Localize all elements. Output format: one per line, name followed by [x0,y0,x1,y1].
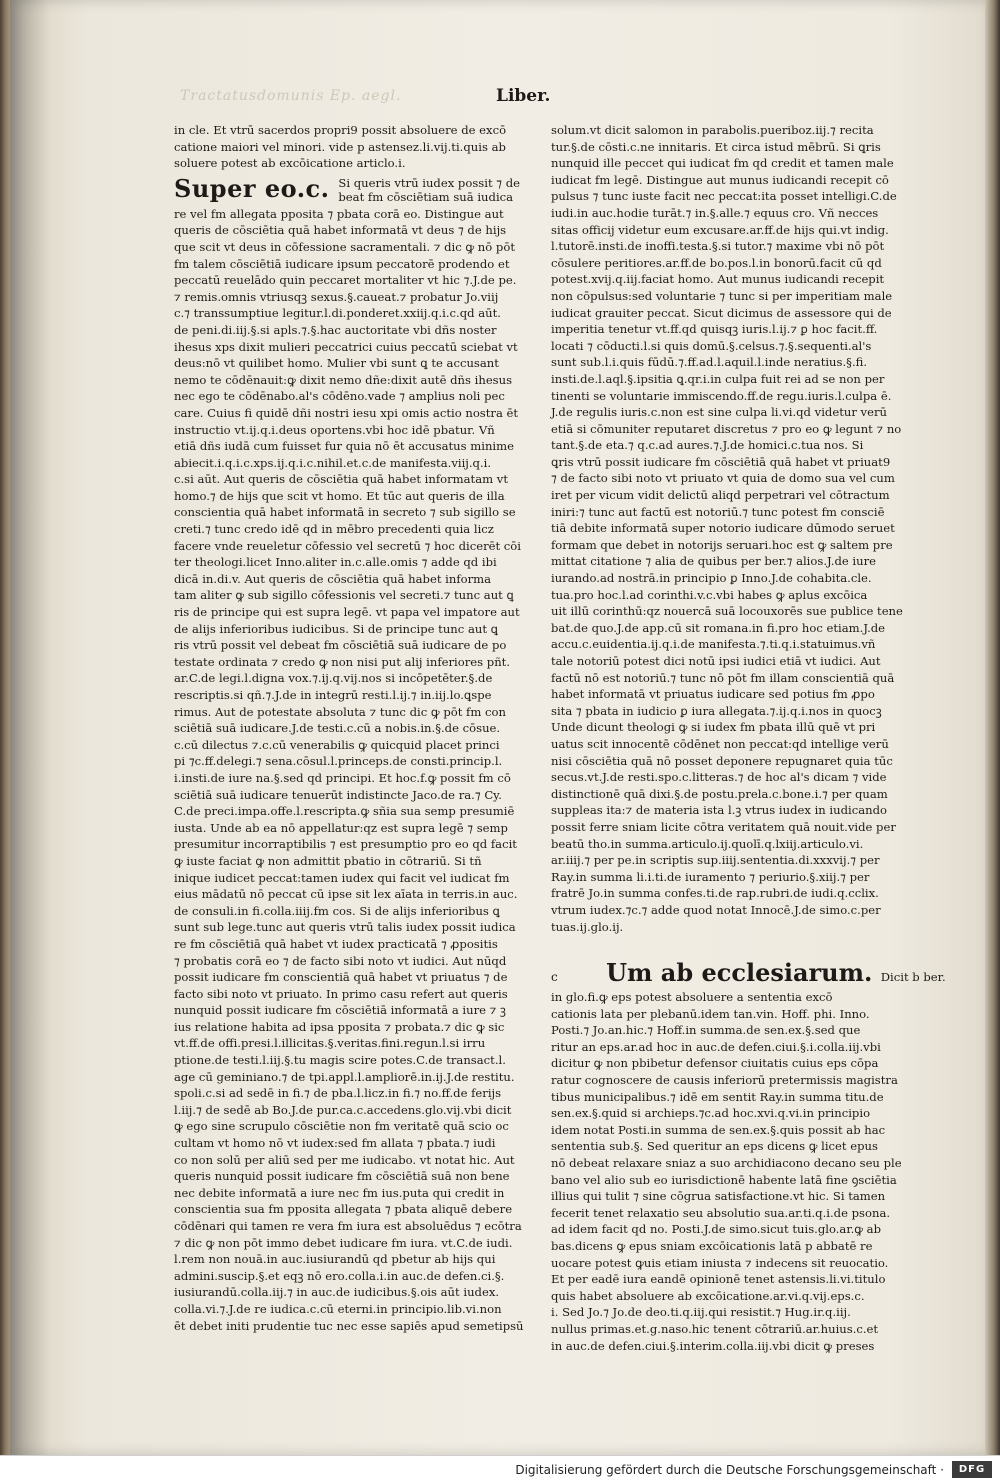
text-line: ritur an eps.ar.ad hoc in auc.de defen.ciui.§.i.colla.iij.vbi [551,1039,881,1054]
text-line: fratrē Jo.in summa confes.ti.de rap.rubri.de iudi.q.cclix. [551,886,879,901]
text-line: Ray.in summa li.i.ti.de iuramento ⁊ periurio.§.xiij.⁊ per [551,869,870,884]
text-line: cultam vt homo nō vt iudex:sed fm allata ⁊ pbata.⁊ iudi [174,1136,496,1151]
book-right-edge [985,0,1000,1455]
text-line: sunt sub.l.i.quis fūdū.⁊.ff.ad.l.aquil.l.inde neratius.§.fi. [551,355,868,370]
text-line: formam que debet in notorijs seruari.hoc est ꝙ saltem pre [551,537,893,552]
text-line: etiā dñs iudā cum fuisset fur quia nō ēt accusatus minime [174,439,514,454]
text-line: in glo.fi.ꝙ eps potest absoluere a sententia excō [551,990,833,1005]
text-line: tuas.ij.glo.ij. [551,919,624,934]
text-line: tant.§.de eta.⁊ q.c.ad aures.⁊.J.de homici.c.tua nos. Si [551,438,864,453]
text-line: iusiurandū.colla.iij.⁊ in auc.de iudicibus.§.ois aūt iudex. [174,1285,500,1300]
text-line: illius qui tulit ⁊ sine cōgrua satisfactione.vt hic. Si tamen [551,1189,886,1204]
text-line: testate ordinata ⁊ credo ꝙ non nisi put alij inferiores pñt. [174,654,511,669]
text-line: iudi.in auc.hodie turāt.⁊ in.§.alle.⁊ equus cro. Vñ necces [551,205,879,220]
text-line: potest.xvij.q.iij.faciat homo. Aut munus iudicandi recepit [551,272,885,287]
gutter-shadow [10,0,50,1455]
right-column [551,122,946,1353]
text-line: iudicat grauiter peccat. Sicut dicimus de assessore qui de [551,305,892,320]
text-line: co non solū per aliū sed per me iudicabo. vt notat hic. Aut [174,1152,515,1167]
text-line: inique iudicet peccat:tamen iudex qui facit vel iudicat fm [174,870,510,885]
text-line: sita ⁊ pbata in iudicio ꝑ iura allegata.⁊.ij.q.i.nos in quocꝫ [551,703,882,718]
text-line: pi ⁊c.ff.delegi.⁊ sena.cōsul.l.princeps.de consti.princip.l. [174,754,503,769]
text-line: iret per vicum vidit delictū aliqd perpetrari vel cōtractum [551,488,890,503]
incipit-word: Super eo.c. [174,173,330,203]
text-line: ar.C.de legi.l.digna vox.⁊.ij.q.vij.nos si incōpetēter.§.de [174,671,493,686]
text-line: sitas officij videtur eum excusare.ar.ff.de hijs qui.vt indig. [551,222,889,237]
text-line: nō debeat relaxare sniaz a suo archidiacono decano seu ple [551,1156,902,1171]
text-line: ihesus xps dixit mulieri peccatrici cuius peccatū sciebat vt [174,339,518,354]
text-line: homo.⁊ de hijs que scit vt homo. Et tūc aut queris de illa [174,488,505,503]
left-column [174,122,524,1333]
text-line: cōdēnari qui tamen re vera fm iura est absoluēdus ⁊ ecōtra [174,1219,522,1233]
text-line: c.⁊ transsumptiue legitur.l.di.ponderet.xxiij.q.i.c.qd aūt. [174,306,501,321]
text-line: colla.vi.⁊.J.de re iudica.c.cū eterni.in principio.lib.vi.non [174,1301,502,1316]
text-line: facto sibi noto vt priuato. In primo casu refert aut queris [174,986,508,1001]
text-line: queris de cōsciētia quā habet informatā vt deus ⁊ de hijs [174,223,507,238]
text-line: ris vtrū possit vel debeat fm cōsciētiā suā iudicare de po [174,638,507,653]
text-line: pulsus ⁊ tunc iuste facit nec peccat:ita posset intelligi.C.de [551,189,897,204]
text-line: tam aliter ꝙ sub sigillo cōfessionis vel secreti.⁊ tunc aut ꝗ [174,588,514,603]
text-line: ꝙ ego sine scrupulo cōsciētie non fm veritatē quā scio oc [174,1119,509,1134]
right-body-after [551,989,902,1354]
text-line: factū nō est notoriū.⁊ tunc nō pōt fm illam conscientiā quā [551,670,895,685]
text-line: dicitur ꝙ non pbibetur defensor ciuitatis cuius eps cōpa [551,1056,879,1071]
text-line: uit illū corinthū:qz nouercā suā locouxorēs sue publice tene [551,604,903,619]
text-line: age cū geminiano.⁊ de tpi.appl.l.ampliorē.in.ij.J.de restitu. [174,1069,515,1084]
text-line: non cōpulsus:sed voluntarie ⁊ tunc si per imperitiam male [551,288,893,303]
text-line: ⁊ probatis corā eo ⁊ de facto sibi noto vt iudici. Aut nūqd [174,953,507,968]
left-intro [174,122,507,172]
text-line: iurando.ad nostrā.in principio ꝑ Inno.J.de cohabita.cle. [551,571,872,586]
running-head: Liber. [496,86,551,106]
incipit-rest-1: Si queris vtrū iudex possit ⁊ de [338,176,521,191]
text-line: insti.de.l.aql.§.ipsitia ꝗ.qr.i.in culpa fuit rei ad se non per [551,371,885,386]
text-line: vtrum iudex.⁊c.⁊ adde quod notat Innocē.J.de simo.c.per [551,902,881,917]
text-line: sen.ex.§.quid si archieps.⁊c.ad hoc.xvi.q.vi.in principio [551,1106,871,1121]
text-line: bano vel alio sub eo iurisdictionē habente latā fine ꝯsciētia [551,1172,897,1187]
text-line: que scit vt deus in cōfessione sacramentali. ⁊ dic ꝙ nō pōt [174,239,515,254]
text-line: peccatū reuelādo quin peccaret mortaliter vt hic ⁊.J.de pe. [174,273,517,288]
section-heading [551,957,946,989]
text-line: i.insti.de iure na.§.sed qd principi. Et hoc.f.ꝙ possit fm cō [174,770,511,785]
incipit-rest-2: beat fm cōsciētiam suā iudica [338,190,514,205]
text-line: eius mādatū nō peccat cū ipse sit lex aīata in terris.in auc. [174,887,518,902]
text-line: c.cū dilectus ⁊.c.cū venerabilis ꝙ quicquid placet princi [174,737,500,752]
text-line: tua.pro hoc.l.ad corinthi.v.c.vbi habes ꝙ aplus excōica [551,587,868,602]
text-line: ar.iiij.⁊ per pe.in scriptis sup.iiij.sententia.di.xxxvij.⁊ per [551,853,880,868]
text-line: J.de regulis iuris.c.non est sine culpa li.vi.qd videtur verū [551,405,887,420]
dfg-logo: DFG [952,1461,992,1478]
text-line: l.rem non nouā.in auc.iusiurandū qd pbetur ab hijs qui [174,1252,496,1267]
text-line: re vel fm allegata pposita ⁊ pbata corā eo. Distingue aut [174,206,504,221]
text-line: ⁊ remis.omnis vtriusqꝫ sexus.§.caueat.⁊ probatur Jo.viij [174,289,499,304]
text-line: spoli.c.si ad sedē in fi.⁊ de pba.l.licz.in fi.⁊ no.ff.de ferijs [174,1086,502,1101]
text-line: iniri:⁊ tunc aut factū est notoriū.⁊ tunc potest fm consciē [551,504,885,519]
text-line: idem notat Posti.in summa de sen.ex.§.quis possit ab hac [551,1122,886,1137]
text-line: care. Cuius fi quidē dñi nostri iesu xpi omis actio nostra ēt [174,405,519,420]
text-line: admini.suscip.§.et eqꝫ nō ero.colla.i.in auc.de defen.ci.§. [174,1268,505,1283]
incipit-rest [338,176,520,204]
text-line: solum.vt dicit salomon in parabolis.pueriboz.iij.⁊ recita [551,123,874,137]
text-line: abiecit.i.q.i.c.xps.ij.q.i.c.nihil.et.c.de manifesta.viij.q.i. [174,455,492,470]
text-line: in cle. Et vtrū sacerdos propri9 possit absoluere de excō [174,123,507,137]
text-line: vt.ff.de offi.presi.l.illicitas.§.veritas.fini.regun.l.si irru [174,1036,486,1051]
text-line: soluere potest ab excōicatione articlo.i. [174,156,406,171]
text-line: re fm cōsciētiā quā habet vt iudex practicatā ⁊ ꝓpositis [174,936,498,951]
text-line: de alijs inferioribus iudicibus. Si de principe tunc aut ꝗ [174,621,499,636]
text-line: tur.§.de cōsti.c.ne innitaris. Et circa istud mēbrū. Si ꝗris [551,139,881,154]
text-line: iudicat fm legē. Distingue aut munus iudicandi recepit cō [551,172,889,187]
text-line: l.tutorē.insti.de inoffi.testa.§.si tutor.⁊ maxime vbi nō pōt [551,239,885,254]
text-line: quis habet absoluere ab excōicatione.ar.vi.q.vij.eps.c. [551,1288,865,1303]
text-line: habet informatā vt priuatus iudicare sed potius fm ꝓpo [551,687,875,702]
text-line: iusta. Unde ab ea nō appellatur:qz est supra legē ⁊ semp [174,820,508,835]
text-line: ⁊ de facto sibi noto vt priuato vt quia de domo sua vel cum [551,471,895,486]
text-line: tiā debite informatā super notorio iudicare dūmodo seruet [551,521,895,536]
text-line: suppleas ita:⁊ de materia ista l.ꝫ vtrus iudex in iudicando [551,803,888,818]
text-line: possit iudicare fm conscientiā quā habet vt priuatus ⁊ de [174,970,508,985]
text-line: rimus. Aut de potestate absoluta ⁊ tunc dic ꝙ pōt fm con [174,704,506,719]
heading-small: Dicit b ber. [880,970,946,985]
text-line: nec ego te cōdēnabo.al's cōdēno.vade ⁊ amplius noli pec [174,389,505,404]
text-line: ꝗris vtrū possit iudicare fm cōsciētiā quā habet vt priuat9 [551,454,891,469]
text-line: deus:nō vt quilibet homo. Mulier vbi sunt ꝗ te accusant [174,356,499,371]
text-line: presumitur incorraptibilis ⁊ est presumptio pro eo qd facit [174,837,517,852]
text-line: ꝙ iuste faciat ꝙ non admittit pbatio in cōtrariū. Si tñ [174,853,482,868]
text-line: locati ⁊ cōducti.l.si quis domū.§.celsus.⁊.§.sequenti.al's [551,338,872,353]
text-line: uocare potest ꝙuis etiam iniusta ⁊ indecens sit reuocatio. [551,1255,889,1270]
text-line: Posti.⁊ Jo.an.hic.⁊ Hoff.in summa.de sen.ex.§.sed que [551,1023,861,1038]
text-line: creti.⁊ tunc credo idē qd in mēbro precedenti quia licz [174,522,494,537]
text-line: instructio vt.ij.q.i.deus oportens.vbi hoc idē pbatur. Vñ [174,422,495,437]
text-line: nunquid possit iudicare fm cōsciētiā informatā a iure ⁊ ꝫ [174,1003,506,1018]
text-line: sciētiā suā iudicare.J.de testi.c.cū a nobis.in.§.de cōsue. [174,721,501,736]
incipit-super-eo [174,172,521,206]
text-line: ad idem facit qd no. Posti.J.de simo.sicut tuis.glo.ar.ꝙ ab [551,1222,882,1237]
text-line: de consuli.in fi.colla.iiij.fm cos. Si de alijs inferioribus ꝗ [174,903,500,918]
text-line: fecerit tenet relaxatio seu absolutio sua.ar.ti.q.i.de psona. [551,1205,891,1220]
footer-credit: Digitalisierung gefördert durch die Deutsche Forschungsgemeinschaft · [515,1463,944,1477]
text-line: dicā in.di.v. Aut queris de cōsciētia quā habet informa [174,571,492,586]
text-line: bat.de quo.J.de app.cū sit romana.in fi.pro hoc etiam.J.de [551,620,886,635]
section-spacer [551,935,881,957]
text-line: accu.c.euidentia.ij.q.i.de manifesta.⁊.ti.q.i.statuimus.vñ [551,637,876,652]
heading-lead: c [551,970,558,985]
text-line: tibus municipalibus.⁊ idē em sentit Ray.in summa titu.de [551,1089,884,1104]
footer-bar [0,1455,1000,1484]
text-line: l.iij.⁊ de sedē ab Bo.J.de pur.ca.c.accedens.glo.vij.vbi dicit [174,1102,512,1117]
text-line: ris de principe qui est supra legē. vt papa vel impatore aut [174,605,520,620]
text-line: Et per eadē iura eandē opinionē tenet astensis.li.vi.titulo [551,1272,886,1287]
text-line: ⁊ dic ꝙ non pōt immo debet iudicare fm iura. vt.C.de iudi. [174,1235,513,1250]
text-line: conscientia sua fm pposita allegata ⁊ pbata aliquē debere [174,1202,513,1217]
text-line: nunquid ille peccet qui iudicat fm qd credit et tamen male [551,156,894,171]
text-line: rescriptis.si qñ.⁊.J.de in integrū resti.l.ij.⁊ in.iij.lo.ꝗspe [174,688,492,702]
heading-word: Um ab ecclesiarum. [606,958,873,988]
text-line: tinenti se voluntarie immiscendo.ff.de regu.iuris.l.culpa ē. [551,388,892,403]
text-line: possit ferre sniam licite cōtra veritatem quā nouit.vide per [551,819,896,834]
text-line: etiā si cōmuniter reputaret discretus ⁊ pro eo ꝙ legunt ⁊ no [551,421,902,436]
text-line: bas.dicens ꝙ epus sniam excōicationis latā p abbatē re [551,1239,873,1253]
text-line: nisi cōsciētia quā nō posset deponere repugnaret quia tūc [551,753,893,768]
text-line: ius relatione habita ad ipsa pposita ⁊ probata.⁊ dic ꝙ sic [174,1019,505,1034]
left-body [174,206,524,1334]
text-line: tale notoriū potest dici notū ipsi iudici etiā vt iudici. Aut [551,654,881,668]
text-line: secus.vt.J.de resti.spo.c.litteras.⁊ de hoc al's dicam ⁊ vide [551,770,887,785]
text-line: C.de preci.impa.offe.l.rescripta.ꝙ sñia sua semp presumiē [174,804,515,819]
text-line: fm talem cōsciētiā iudicare ipsum peccatorē prodendo et [174,256,510,271]
text-line: queris nunquid possit iudicare fm cōsciētiā suā non bene [174,1169,510,1184]
text-line: beatū tho.in summa.articulo.ij.quolī.q.lxiij.articulo.vi. [551,836,864,851]
text-line: nullus primas.et.g.naso.hic tenent cōtrariū.ar.huius.c.et [551,1321,879,1336]
text-line: cationis lata per plebanū.idem tan.vin. Hoff. phi. Inno. [551,1006,870,1021]
text-line: cōsulere peritiores.ar.ff.de bo.pos.l.in bonorū.facit cū qd [551,255,882,270]
text-line: nemo te cōdēnauit:ꝙ dixit nemo dñe:dixit autē dñs ihesus [174,372,513,387]
text-line: ter theologi.licet Inno.aliter in.c.alle.omis ⁊ adde qd ibi [174,555,497,570]
text-line: de peni.di.iij.§.si apls.⁊.§.hac auctoritate vbi dñs noster [174,322,497,337]
text-line: uatus scit innocentē cōdēnet non peccat:qd intellige verū [551,736,889,751]
text-line: nec debite informatā a iure nec fm ius.puta qui credit in [174,1185,505,1200]
text-line: sententia sub.§. Sed queritur an eps dicens ꝙ licet epus [551,1139,878,1154]
text-line: distinctionē quā dixi.§.de postu.prela.c.bone.i.⁊ per quam [551,786,888,801]
text-line: mittat citatione ⁊ alia de quibus per ber.⁊ alios.J.de iure [551,554,876,569]
text-line: imperitia tenetur vt.ff.qd quisqꝫ iuris.l.ij.⁊ ꝑ hoc facit.ff. [551,322,878,337]
text-line: ptione.de testi.l.iij.§.tu magis scire potes.C.de transact.l. [174,1053,506,1068]
text-line: facere vnde reueletur cōfessio vel secretū ⁊ hoc dicerēt cōi [174,538,521,553]
text-line: catione maiori vel minori. vide p astensez.li.vij.ti.quis ab [174,139,506,154]
text-line: ratur cognoscere de causis inferiorū pretermissis magistra [551,1073,898,1088]
text-line: sciētiā suā iudicare tenuerūt indistincte Jaco.de ra.⁊ Cy. [174,787,502,802]
show-through-text: Tractatusdomunis Ep. aegl. [180,88,402,104]
text-line: sunt sub lege.tunc aut queris vtrū talis iudex possit iudica [174,920,516,935]
text-line: Unde dicunt theologi ꝙ si iudex fm pbata illū quē vt pri [551,720,876,735]
text-line: in auc.de defen.ciui.§.interim.colla.iij.vbi dicit ꝙ preses [551,1338,875,1353]
text-line: c.si aūt. Aut queris de cōsciētia quā habet informatam vt [174,472,509,487]
text-line: i. Sed Jo.⁊ Jo.de deo.ti.q.iij.qui resistit.⁊ Hug.ir.q.iij. [551,1305,851,1320]
right-body [551,122,903,935]
text-line: ēt debet initi prudentie tuc nec esse sapiēs apud semetipsū [174,1318,524,1333]
text-line: conscientia quā habet informatā in secreto ⁊ sub sigillo se [174,505,516,520]
